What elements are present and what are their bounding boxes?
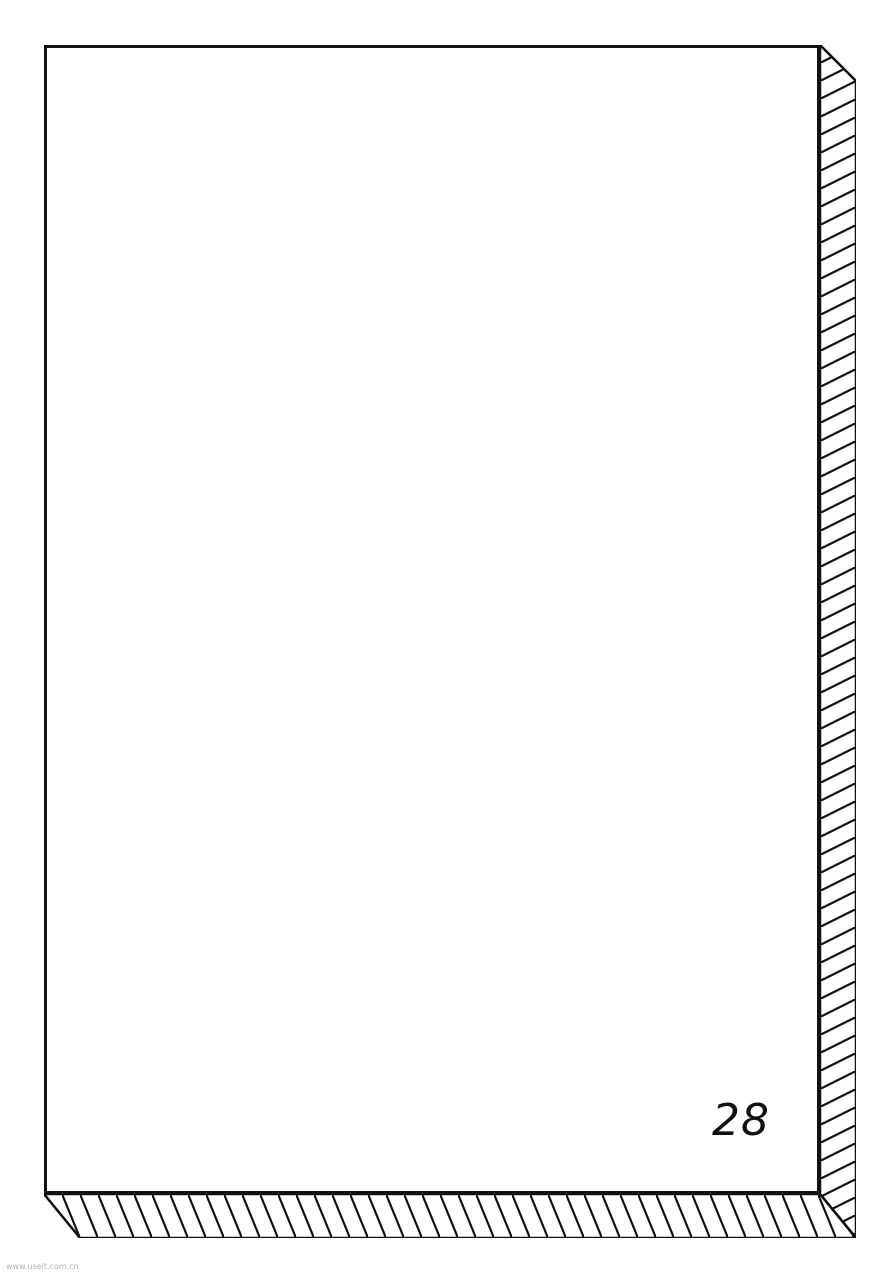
page-shadow-bottom-hatching: [44, 1194, 856, 1238]
page-shadow-right-hatching: [820, 45, 856, 1238]
page-frame: [44, 45, 820, 1194]
watermark: www.uselt.com.cn: [6, 1262, 79, 1271]
page-number: 28: [712, 1095, 770, 1146]
